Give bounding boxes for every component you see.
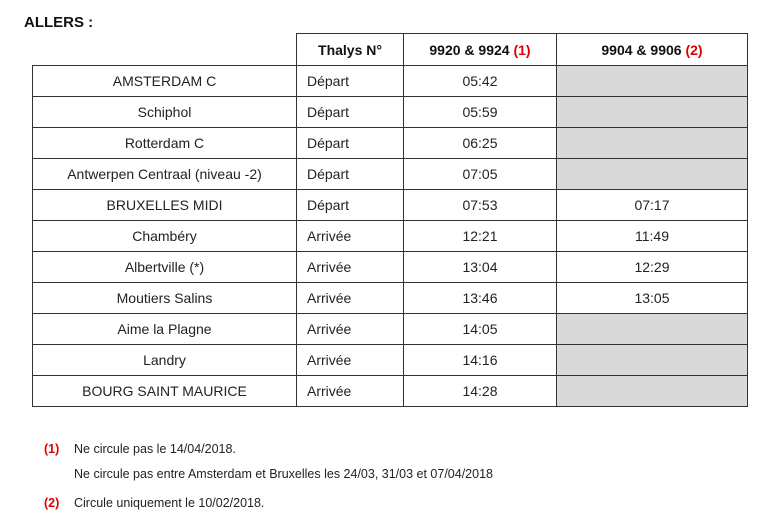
type-cell: Départ xyxy=(297,190,404,221)
time-9920-cell: 06:25 xyxy=(404,128,557,159)
station-cell: BOURG SAINT MAURICE xyxy=(33,376,297,407)
header-col2-ref: (1) xyxy=(513,41,531,58)
table-row xyxy=(33,252,748,283)
station-cell: Schiphol xyxy=(33,97,297,128)
time-9920-cell: 14:28 xyxy=(404,376,557,407)
type-cell: Arrivée xyxy=(297,283,404,314)
table-row xyxy=(33,128,748,159)
timetable xyxy=(32,33,748,407)
type-cell: Arrivée xyxy=(297,345,404,376)
time-9904-cell xyxy=(557,128,748,159)
station-cell: AMSTERDAM C xyxy=(33,66,297,97)
table-row xyxy=(33,314,748,345)
table-row xyxy=(33,66,748,97)
time-9904-cell: 13:05 xyxy=(557,283,748,314)
header-col3-text: 9904 & 9906 xyxy=(601,41,686,58)
table-row xyxy=(33,345,748,376)
type-cell: Arrivée xyxy=(297,314,404,345)
header-train-9904-9906 xyxy=(557,34,748,66)
time-9904-cell xyxy=(557,159,748,190)
table-row xyxy=(33,283,748,314)
note-2-line-1 xyxy=(44,496,264,510)
station-cell: Antwerpen Centraal (niveau -2) xyxy=(33,159,297,190)
note-2-text: Circule uniquement le 10/02/2018. xyxy=(74,496,265,510)
time-9920-cell: 14:16 xyxy=(404,345,557,376)
time-9904-cell: 07:17 xyxy=(557,190,748,221)
note-1-text: Ne circule pas le 14/04/2018. xyxy=(74,442,236,456)
type-cell: Arrivée xyxy=(297,221,404,252)
type-cell: Arrivée xyxy=(297,376,404,407)
time-9904-cell: 12:29 xyxy=(557,252,748,283)
type-cell: Départ xyxy=(297,66,404,97)
time-9920-cell: 05:59 xyxy=(404,97,557,128)
time-9920-cell: 13:46 xyxy=(404,283,557,314)
table-header-row xyxy=(33,34,748,66)
station-cell: Albertville (*) xyxy=(33,252,297,283)
station-cell: Aime la Plagne xyxy=(33,314,297,345)
station-cell: Moutiers Salins xyxy=(33,283,297,314)
time-9904-cell xyxy=(557,345,748,376)
page-title: ALLERS : xyxy=(24,14,94,31)
time-9904-cell xyxy=(557,66,748,97)
header-col2-text: 9920 & 9924 xyxy=(429,41,514,58)
header-empty-cell xyxy=(33,34,297,66)
table-row xyxy=(33,97,748,128)
table-row xyxy=(33,376,748,407)
station-cell: BRUXELLES MIDI xyxy=(33,190,297,221)
time-9920-cell: 07:05 xyxy=(404,159,557,190)
note-1-line-2: Ne circule pas entre Amsterdam et Bruxelles les 24/03, 31/03 et 07/04/2018 xyxy=(74,467,493,481)
table-row xyxy=(33,159,748,190)
time-9904-cell xyxy=(557,314,748,345)
time-9904-cell xyxy=(557,376,748,407)
type-cell: Départ xyxy=(297,128,404,159)
header-train-9920-9924 xyxy=(404,34,557,66)
note-1-line-1 xyxy=(44,442,236,456)
note-1-mark: (1) xyxy=(44,442,60,456)
type-cell: Arrivée xyxy=(297,252,404,283)
header-col3-ref: (2) xyxy=(685,41,703,58)
time-9920-cell: 13:04 xyxy=(404,252,557,283)
type-cell: Départ xyxy=(297,97,404,128)
station-cell: Rotterdam C xyxy=(33,128,297,159)
station-cell: Landry xyxy=(33,345,297,376)
note-2-mark: (2) xyxy=(44,496,60,510)
table-row xyxy=(33,221,748,252)
time-9920-cell: 14:05 xyxy=(404,314,557,345)
table-row xyxy=(33,190,748,221)
time-9920-cell: 05:42 xyxy=(404,66,557,97)
time-9920-cell: 07:53 xyxy=(404,190,557,221)
time-9904-cell: 11:49 xyxy=(557,221,748,252)
station-cell: Chambéry xyxy=(33,221,297,252)
time-9904-cell xyxy=(557,97,748,128)
header-train-number: Thalys N° xyxy=(297,34,404,66)
type-cell: Départ xyxy=(297,159,404,190)
time-9920-cell: 12:21 xyxy=(404,221,557,252)
